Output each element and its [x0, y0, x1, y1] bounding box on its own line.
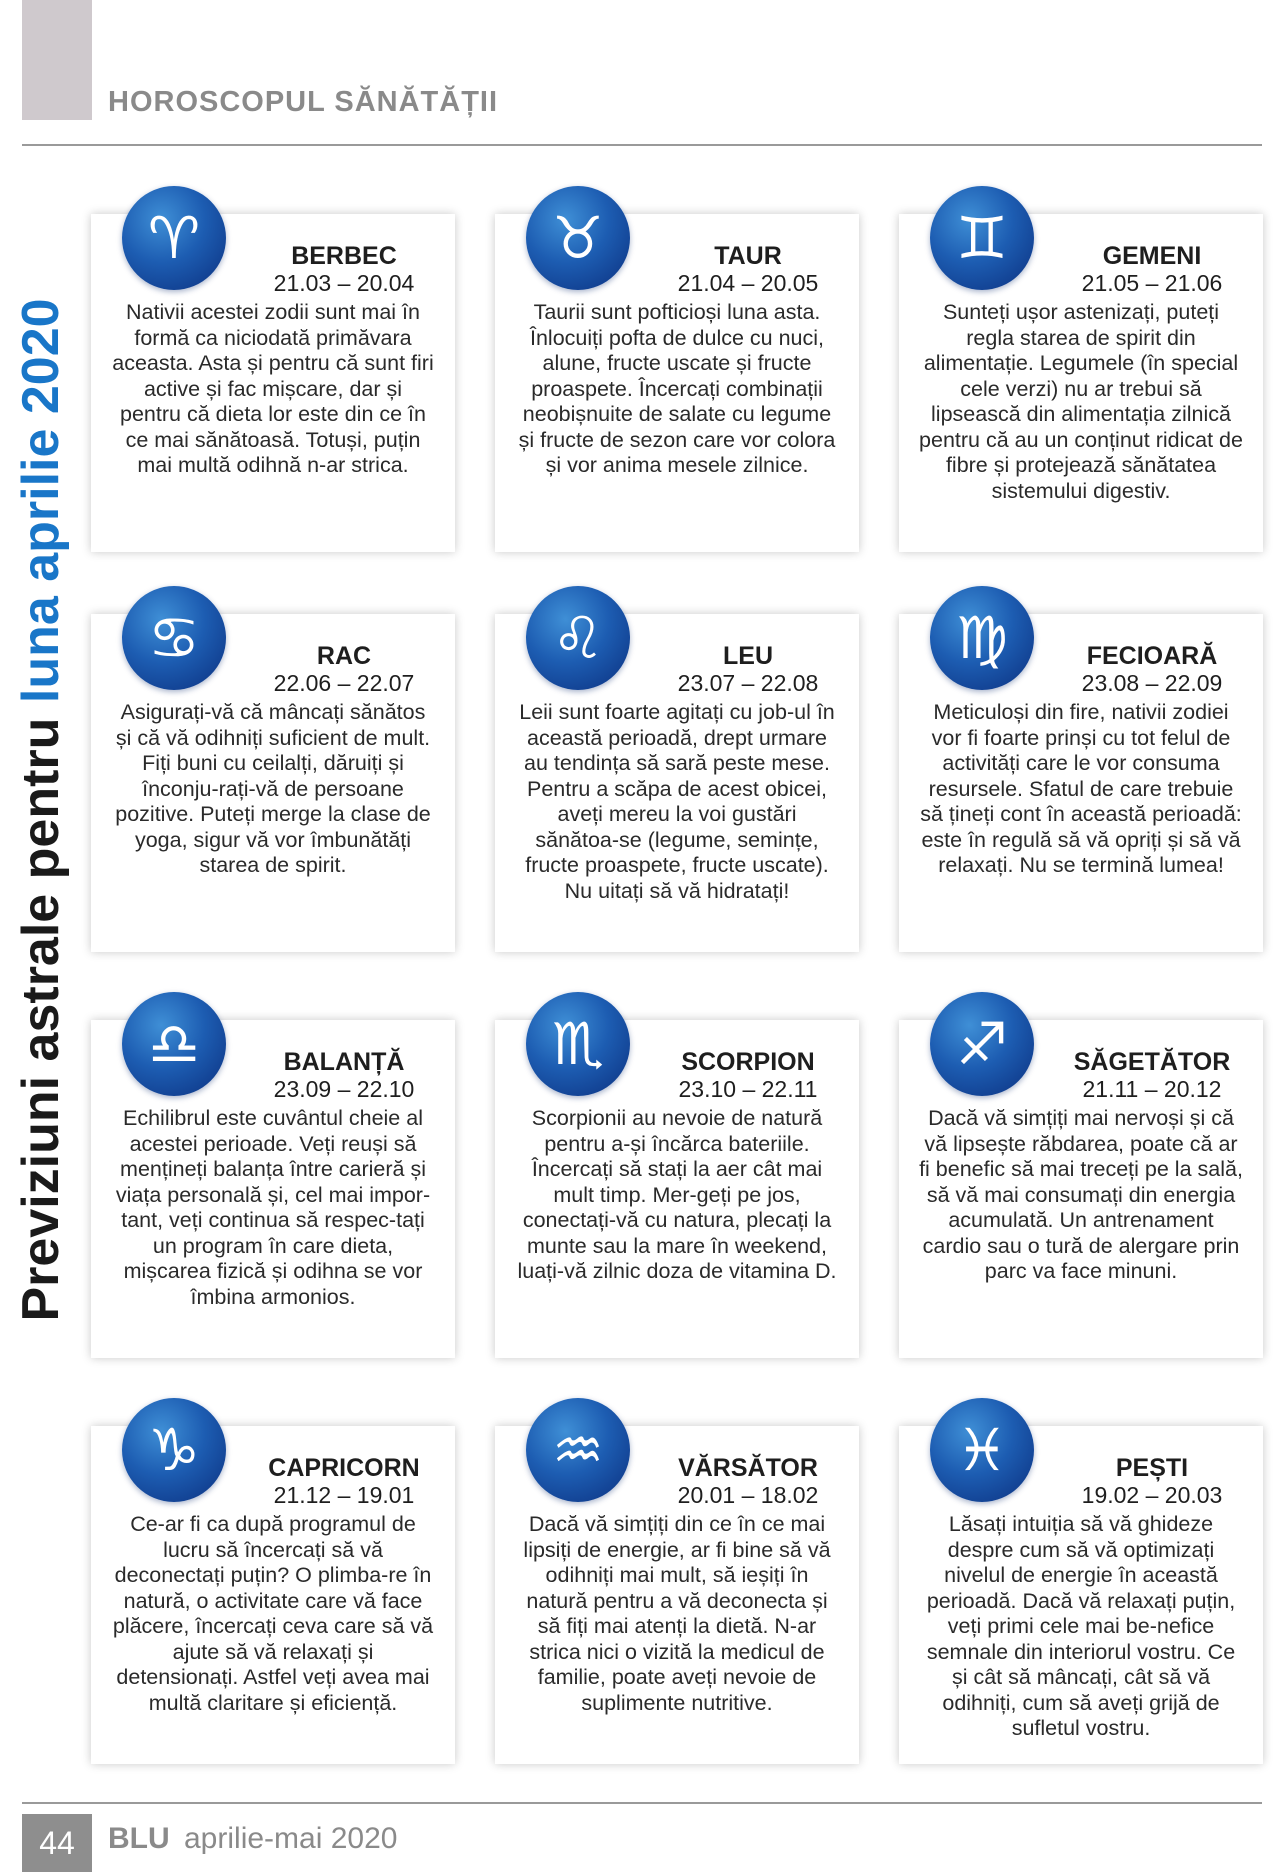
taurus-icon: ♉ — [526, 186, 630, 290]
sign-name: GEMENI — [1102, 242, 1202, 270]
footer-brand: BLU — [108, 1822, 170, 1855]
sign-text: Dacă vă simțiți mai nervoși și că vă lipsește răbdarea, poate că ar fi benefic să mai treceți pe la sală, să vă mai consumați din energia acumulată. Un antrenament cardio sau o tură de alergare prin parc va face minuni. — [919, 1106, 1243, 1283]
pisces-icon: ♓ — [930, 1398, 1034, 1502]
footer-divider — [22, 1802, 1262, 1804]
sign-card-taur — [495, 204, 859, 552]
sign-name: TAUR — [714, 242, 782, 270]
footer-issue-date: aprilie-mai 2020 — [184, 1822, 398, 1855]
side-title-prefix: Previziuni astrale pentru — [12, 703, 70, 1322]
side-title — [11, 298, 71, 1321]
leo-icon: ♌ — [526, 586, 630, 690]
sign-name: CAPRICORN — [268, 1454, 420, 1482]
libra-icon: ♎ — [122, 992, 226, 1096]
sign-text: Meticuloși din fire, nativii zodiei vor fi foarte prinși cu tot felul de activități care le vor consuma resursele. Sfatul de care trebuie să țineți cont în această perioadă: este în regulă să vă opriți și să vă relaxați. Nu se termină lumea! — [920, 700, 1242, 877]
sign-name: SĂGETĂTOR — [1073, 1048, 1231, 1076]
sign-card-fecioara — [899, 604, 1263, 952]
side-title-wrap — [6, 210, 76, 1410]
cancer-icon: ♋ — [122, 586, 226, 690]
sign-name: VĂRSĂTOR — [678, 1454, 818, 1482]
sign-dates: 23.09 – 22.10 — [273, 1076, 415, 1102]
sign-name: LEU — [723, 642, 773, 670]
side-title-accent: luna aprilie 2020 — [12, 298, 70, 704]
sign-text: Ce-ar fi ca după programul de lucru să încercați să vă deconectați puțin? O plimba-re în natură, o activitate care vă face plăcere, încercați ceva care să vă ajute să vă relaxați și detensionați. Astfel veți avea mai multă claritare și eficiență. — [112, 1512, 434, 1715]
sign-card-berbec — [91, 204, 455, 552]
sign-text: Nativii acestei zodii sunt mai în formă ca niciodată primăvara aceasta. Asta și pentru că sunt firi active și fac mișcare, dar și pentru că dieta lor este din ce în ce mai sănătoasă. Totuși, puțin mai multă odihnă n-ar strica. — [112, 300, 434, 477]
aries-icon: ♈ — [122, 186, 226, 290]
sign-text: Leii sunt foarte agitați cu job-ul în această perioadă, drept urmare au tendința să sară peste mese. Pentru a scăpa de acest obicei, aveți mereu la voi gustări sănătoa-se (legume, semințe, fructe proaspete, fructe uscate). Nu uitați să vă hidratați! — [519, 700, 835, 903]
sign-card-rac — [91, 604, 455, 952]
sign-card-gemeni — [899, 204, 1263, 552]
sign-dates: 23.07 – 22.08 — [677, 670, 819, 696]
sign-name: BERBEC — [291, 242, 397, 270]
sign-name: SCORPION — [681, 1048, 815, 1076]
virgo-icon: ♍ — [930, 586, 1034, 690]
gemini-icon: ♊ — [930, 186, 1034, 290]
sign-card-balanta — [91, 1010, 455, 1358]
sign-dates: 19.02 – 20.03 — [1081, 1482, 1223, 1508]
sign-dates: 21.11 – 20.12 — [1082, 1076, 1222, 1102]
sign-dates: 21.03 – 20.04 — [273, 270, 415, 296]
sign-name: FECIOARĂ — [1086, 642, 1218, 670]
sign-text: Asigurați-vă că mâncați sănătos și că vă odihniți suficient de mult. Fiți buni cu ceilalți, dăruiți și înconju-rați-vă de persoane pozitive. Puteți merge la clase de yoga, sigur vă vor îmbunătăți starea de spirit. — [115, 700, 431, 877]
section-title: HOROSCOPUL SĂNĂTĂȚII — [108, 86, 499, 118]
sign-dates: 21.12 – 19.01 — [273, 1482, 415, 1508]
capricorn-icon: ♑ — [122, 1398, 226, 1502]
sign-text: Sunteți ușor astenizați, puteți regla starea de spirit din alimentație. Legumele (în special cele verzi) nu ar trebui să lipsească din alimentația zilnică pentru că au un conținut ridicat de fibre și protejează sănătatea sistemului digestiv. — [919, 300, 1243, 503]
sign-dates: 20.01 – 18.02 — [677, 1482, 819, 1508]
sign-text: Dacă vă simțiți din ce în ce mai lipsiți de energie, ar fi bine să vă odihniți mai mult, să ieșiți în natură pentru a vă deconecta și să fiți mai atenți la dietă. N-ar strica nici o vizită la medicul de familie, poate aveți nevoie de suplimente nutritive. — [523, 1512, 831, 1715]
sign-card-sagetator — [899, 1010, 1263, 1358]
scorpio-icon: ♏ — [526, 992, 630, 1096]
sign-name: BALANȚĂ — [283, 1048, 405, 1076]
header-divider — [22, 144, 1262, 146]
sign-dates: 23.08 – 22.09 — [1081, 670, 1223, 696]
sign-dates: 21.04 – 20.05 — [677, 270, 819, 296]
sign-card-varsator — [495, 1416, 859, 1764]
sign-text: Echilibrul este cuvântul cheie al acestei perioade. Veți reuși să mențineți balanța între carieră și viața personală și, cel mai impor-tant, veți continua să respec-tați un program în care dieta, mișcarea fizică și odihna se vor îmbina armonios. — [115, 1106, 431, 1309]
sign-card-scorpion — [495, 1010, 859, 1358]
sign-text: Taurii sunt pofticioși luna asta. Înlocuiți pofta de dulce cu nuci, alune, fructe uscate și fructe proaspete. Încercați combinații neobișnuite de salate cu legume și fructe de sezon care vor colora și vor anima mesele zilnice. — [518, 300, 836, 477]
sign-name: PEȘTI — [1115, 1454, 1189, 1482]
sign-card-leu — [495, 604, 859, 952]
page-number: 44 — [22, 1814, 92, 1872]
sign-dates: 22.06 – 22.07 — [273, 670, 415, 696]
sign-dates: 21.05 – 21.06 — [1081, 270, 1223, 296]
sign-name: RAC — [316, 642, 372, 670]
sagittarius-icon: ♐ — [930, 992, 1034, 1096]
aquarius-icon: ♒ — [526, 1398, 630, 1502]
corner-block — [22, 0, 92, 120]
sign-text: Lăsați intuiția să vă ghideze despre cum să vă optimizați nivelul de energie în această perioadă. Dacă vă relaxați puțin, veți primi cele mai be-nefice semnale din interiorul vostru. Ce și cât să mâncați, cât să vă odihniți, cum să aveți grijă de sufletul vostru. — [926, 1512, 1236, 1740]
sign-card-capricorn — [91, 1416, 455, 1764]
sign-dates: 23.10 – 22.11 — [678, 1076, 818, 1102]
sign-text: Scorpionii au nevoie de natură pentru a-și încărca bateriile. Încercați să stați la aer cât mai mult timp. Mer-geți pe jos, conectați-vă cu natura, plecați la munte sau la mare în weekend, luați-vă zilnic doza de vitamina D. — [517, 1106, 837, 1283]
sign-card-pesti — [899, 1416, 1263, 1764]
